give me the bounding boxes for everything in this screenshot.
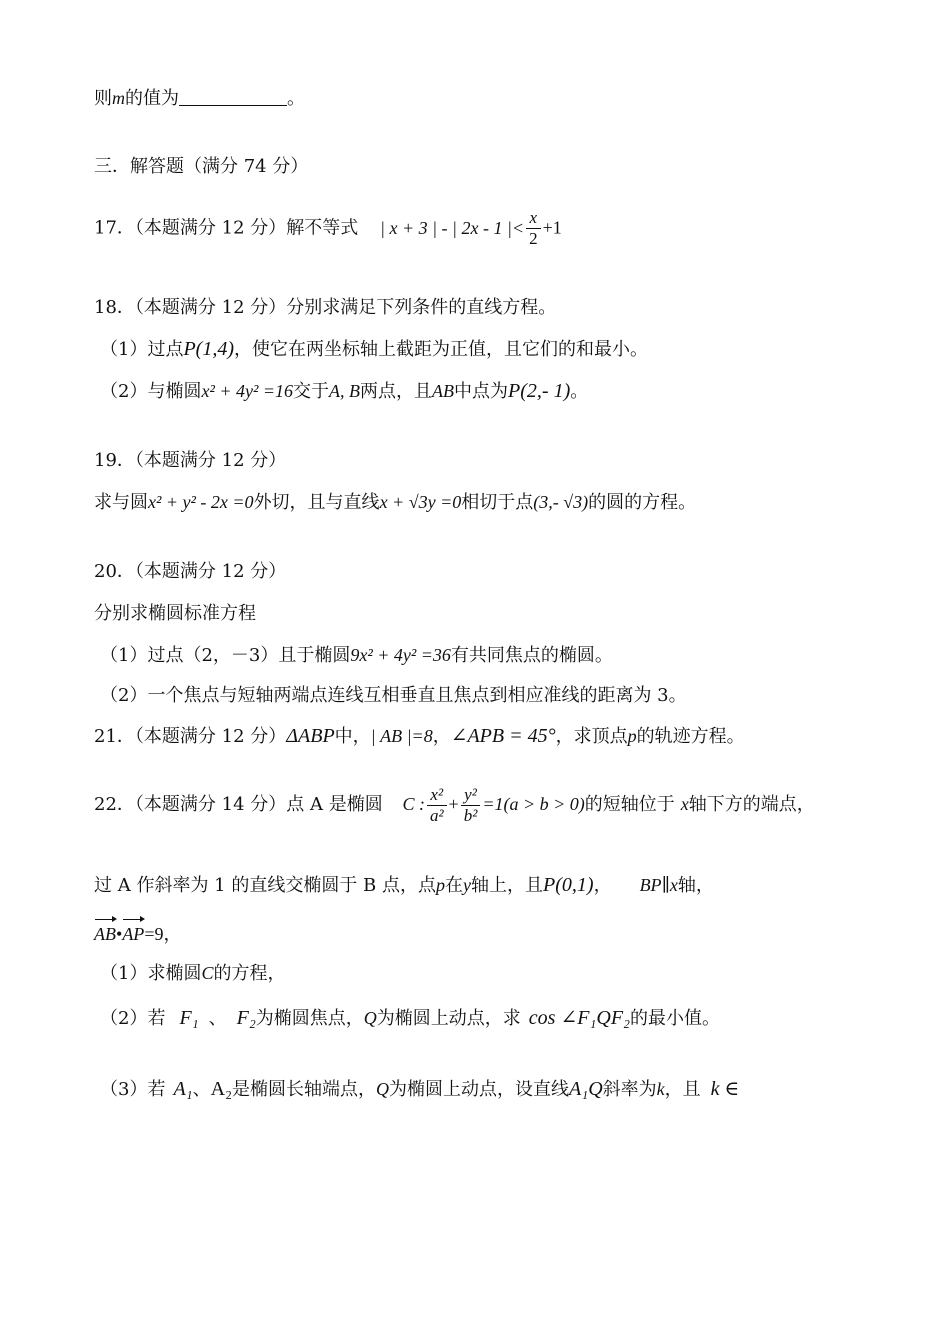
question-20-sub: 分别求椭圆标准方程	[94, 603, 256, 624]
question-17: 17．（本题满分 12 分）解不等式 | x + 3 | - | 2x - 1 |< $\frac{x}{2}$ +1	[94, 208, 562, 248]
vector-ab: AB	[94, 924, 116, 944]
question-22-part-3: （3）若 A₁、A₂是椭圆长轴端点，Q为椭圆上动点，设直线A₁Q斜率为k，且 k ∈	[100, 1078, 740, 1100]
fraction: $\frac{x}{2}$	[526, 208, 541, 249]
question-18-part-1: （1）过点P(1,4)，使它在两坐标轴上截距为正值，且它们的和最小。	[100, 338, 648, 360]
vector-ap: AP	[122, 924, 145, 944]
question-20-heading: 20．（本题满分 12 分）	[94, 561, 287, 582]
question-22-vector-condition: AB•AP=9，	[94, 924, 182, 944]
question-22-part-2: （2）若 F₁ 、 F₂为椭圆焦点，Q为椭圆上动点，求 cos ∠F₁QF₂的最小值。	[100, 1007, 720, 1029]
question-19-heading: 19．（本题满分 12 分）	[94, 450, 287, 471]
question-19-body: 求与圆x² + y² - 2x =0外切，且与直线x + √3y =0相切于点(3,- √3)的圆的方程。	[94, 492, 697, 513]
question-18-part-2: （2）与椭圆x² + 4y² =16交于A, B两点，且AB中点为P(2,- 1)。	[100, 380, 589, 402]
q16-tail: 则m的值为 。	[94, 88, 305, 109]
fraction-x: $\frac{\text{x²}}{\text{a²}}$	[427, 785, 447, 826]
question-20-part-2: （2）一个焦点与短轴两端点连线互相垂直且焦点到相应准线的距离为 3。	[100, 685, 687, 706]
section-three-heading: 三．解答题（满分 74 分）	[94, 156, 309, 177]
fraction-y: $\frac{\text{y²}}{\text{b²}}$	[461, 785, 481, 826]
question-22-intro: 22．（本题满分 14 分）点 A 是椭圆 C : $\frac{\text{x²}}{\text{a²}}$ + $\frac{\text{y²}}{\text{b²}}$ =1(a > b > 0)的短轴位于 x轴下方的端点，	[94, 784, 815, 825]
question-20-part-1: （1）过点（2，－3）且于椭圆9x² + 4y² =36有共同焦点的椭圆。	[100, 645, 613, 666]
question-22-part-1: （1）求椭圆C的方程，	[100, 963, 286, 984]
question-18-heading: 18．（本题满分 12 分）分别求满足下列条件的直线方程。	[94, 297, 557, 318]
question-22-line-2: 过 A 作斜率为 1 的直线交椭圆于 B 点，点p在y轴上，且P(0,1)， BP∥x轴，	[94, 874, 714, 896]
answer-blank[interactable]	[179, 87, 287, 106]
question-21: 21．（本题满分 12 分）ΔABP中，| AB |=8，∠APB = 45°，求顶点p的轨迹方程。	[94, 725, 745, 747]
